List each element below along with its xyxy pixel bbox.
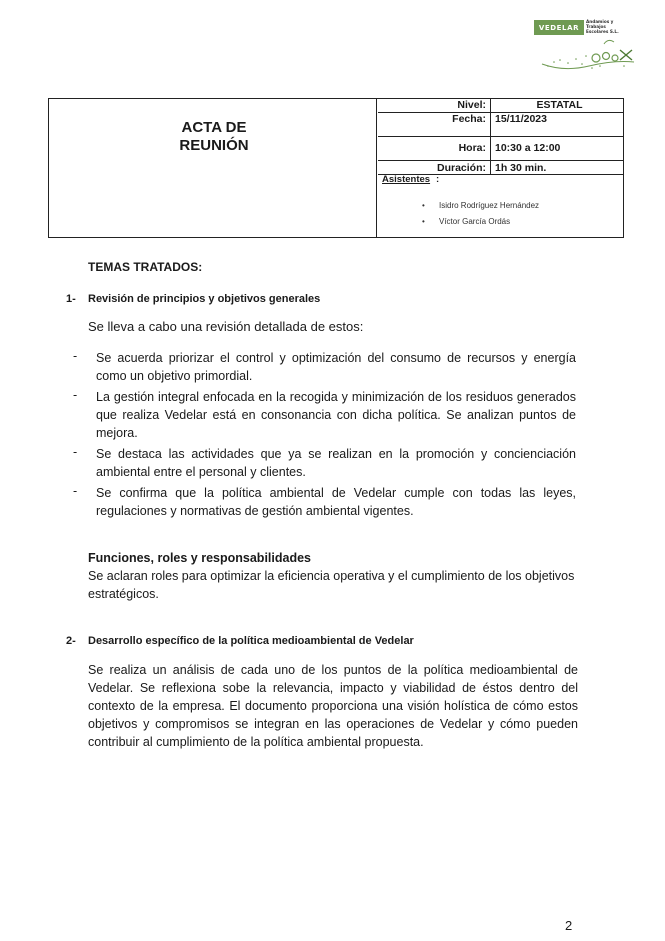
dash-bullet: - (73, 445, 78, 459)
topics-heading: TEMAS TRATADOS: (88, 260, 203, 274)
attendees-block (378, 174, 624, 237)
title-line: REUNIÓN (179, 137, 249, 154)
meeting-header-table (48, 98, 624, 238)
attendee-name: Isidro Rodríguez Hernández (439, 201, 540, 210)
logo-subtitle-line: Andamios y (586, 19, 614, 24)
field-value: ESTATAL (536, 99, 583, 111)
logo-leaves-icon (534, 36, 636, 76)
logo-subtitle (586, 19, 619, 34)
logo-subtitle-line: Trabajos (586, 24, 606, 29)
section-heading: Revisión de principios y objetivos generales (88, 293, 321, 305)
field-row-hora (378, 137, 624, 161)
dash-bullet: - (73, 484, 78, 498)
bullet-text: La gestión integral enfocada en la recogida y minimización de los residuos generados que realiza Vedelar está en consonancia con dicha política. Se analizan puntos de mejora. (96, 390, 576, 440)
field-label: Nivel: (378, 99, 491, 112)
attendee-name: Víctor García Ordás (439, 217, 511, 226)
section-text: Se realiza un análisis de cada uno de los puntos de la política medioambiental de Vedelar. Se reflexiona sobe la relevancia, impacto y viabilidad de éstos dentro del contexto de la empresa. El documento proporciona una visión holística de cómo estos objetivos y compromisos se integran en las operaciones de Vedelar y cómo pueden contribuir al cumplimiento de la política ambiental propuesta. (88, 663, 578, 749)
dash-bullet: - (73, 388, 78, 402)
field-row-nivel (378, 99, 624, 113)
section-heading: Desarrollo específico de la política medioambiental de Vedelar (88, 635, 414, 647)
dash-bullet: - (73, 349, 78, 363)
subsection-text: Se aclaran roles para optimizar la eficiencia operativa y el cumplimiento de los objetivos estratégicos. (88, 569, 575, 601)
document-title (129, 119, 299, 155)
header-title-cell (49, 99, 377, 237)
attendee-item (422, 198, 539, 214)
logo-brand: VEDELAR (534, 20, 584, 35)
title-line: ACTA DE (181, 119, 247, 136)
bullet-text: Se confirma que la política ambiental de Vedelar cumple con todas las leyes, regulaciones y normativas de gestión ambiental vigentes. (96, 486, 576, 518)
bullet-text: Se destaca las actividades que ya se realizan en la promoción y concienciación ambiental entre el personal y clientes. (96, 447, 576, 479)
bullet-text: Se acuerda priorizar el control y optimización del consumo de recursos y energía como un objetivo primordial. (96, 351, 576, 383)
header-info-cell (378, 99, 624, 237)
section-intro: Se lleva a cabo una revisión detallada de estos: (88, 319, 364, 334)
field-label: Duración: (378, 161, 491, 174)
field-row-duracion (378, 161, 624, 174)
attendee-item (422, 214, 539, 230)
field-value: 15/11/2023 (495, 113, 547, 125)
logo-subtitle-line: Escolares S.L. (586, 29, 619, 34)
attendees-colon: : (436, 174, 440, 185)
subsection-heading: Funciones, roles y responsabilidades (88, 551, 311, 565)
attendees-label: Asistentes (382, 174, 431, 185)
field-value: 1h 30 min. (495, 162, 547, 174)
field-row-fecha (378, 113, 624, 137)
company-logo (534, 18, 636, 76)
field-label: Hora: (378, 137, 491, 160)
section-number: 2- (66, 635, 76, 647)
field-value: 10:30 a 12:00 (495, 142, 561, 154)
section-number: 1- (66, 293, 76, 305)
field-label: Fecha: (378, 113, 491, 136)
attendees-list (422, 198, 539, 230)
page-number: 2 (565, 918, 573, 933)
